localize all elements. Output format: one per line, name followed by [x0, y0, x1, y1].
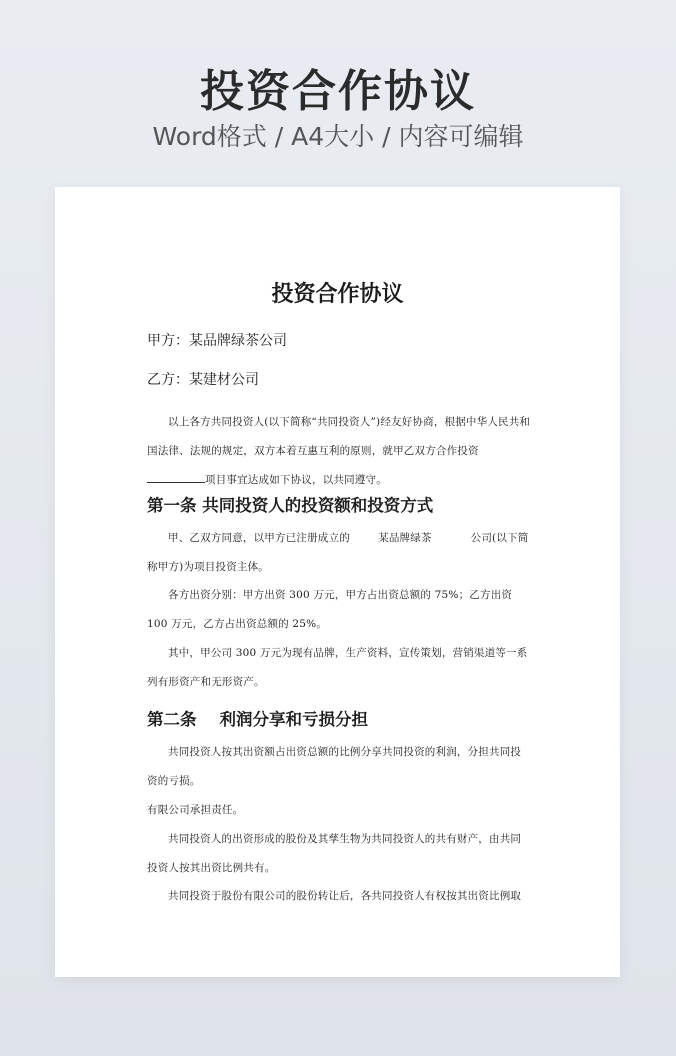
banner-subtitle: Word格式 / A4大小 / 内容可编辑 [152, 122, 524, 151]
section-1-paragraph: 其中，甲公司 300 万元为现有品牌，生产资料，宣传策划，营销渠道等一系列有形资产和无形资产。 [147, 647, 528, 688]
intro-text: 以上各方共同投资人(以下简称“共同投资人”)经友好协商，根据中华人民共和国法律、法规的规定，双方本着互惠互利的原则，就甲乙双方合作投资 [147, 416, 531, 457]
party-b: 乙方：某建材公司 [147, 372, 259, 388]
intro-paragraph [147, 408, 531, 495]
document-title: 投资合作协议 [271, 281, 404, 307]
section-2-paragraph: 共同投资人的出资形成的股份及其孳生物为共同投资人的共有财产，由共同投资人按其出资比例共有。 [147, 833, 522, 874]
section-2-paragraph: 有限公司承担责任。 [147, 804, 244, 816]
document-page [55, 187, 620, 977]
section-1-heading: 第一条 共同投资人的投资额和投资方式 [147, 496, 434, 515]
section-1-paragraph: 各方出资分别：甲方出资 300 万元，甲方占出资总额的 75%；乙方出资 100 万元，乙方占出资总额的 25%。 [147, 589, 513, 630]
banner-title: 投资合作协议 [200, 66, 476, 117]
section-2-paragraph: 共同投资于股份有限公司的股份转让后，各共同投资人有权按其出资比例取 [168, 890, 522, 902]
project-name-blank [147, 470, 205, 483]
section-1-paragraph: 甲、乙双方同意，以甲方已注册成立的 某品牌绿茶 公司(以下简称甲方)为项目投资主体。 [147, 532, 529, 573]
intro-text-end: 项目事宜达成如下协议，以共同遵守。 [205, 474, 387, 486]
party-a: 甲方：某品牌绿茶公司 [147, 333, 287, 349]
section-2-heading: 第二条 利润分享和亏损分担 [147, 710, 368, 729]
section-2-paragraph: 共同投资人按其出资额占出资总额的比例分享共同投资的利润，分担共同投资的亏损。 [147, 746, 522, 787]
